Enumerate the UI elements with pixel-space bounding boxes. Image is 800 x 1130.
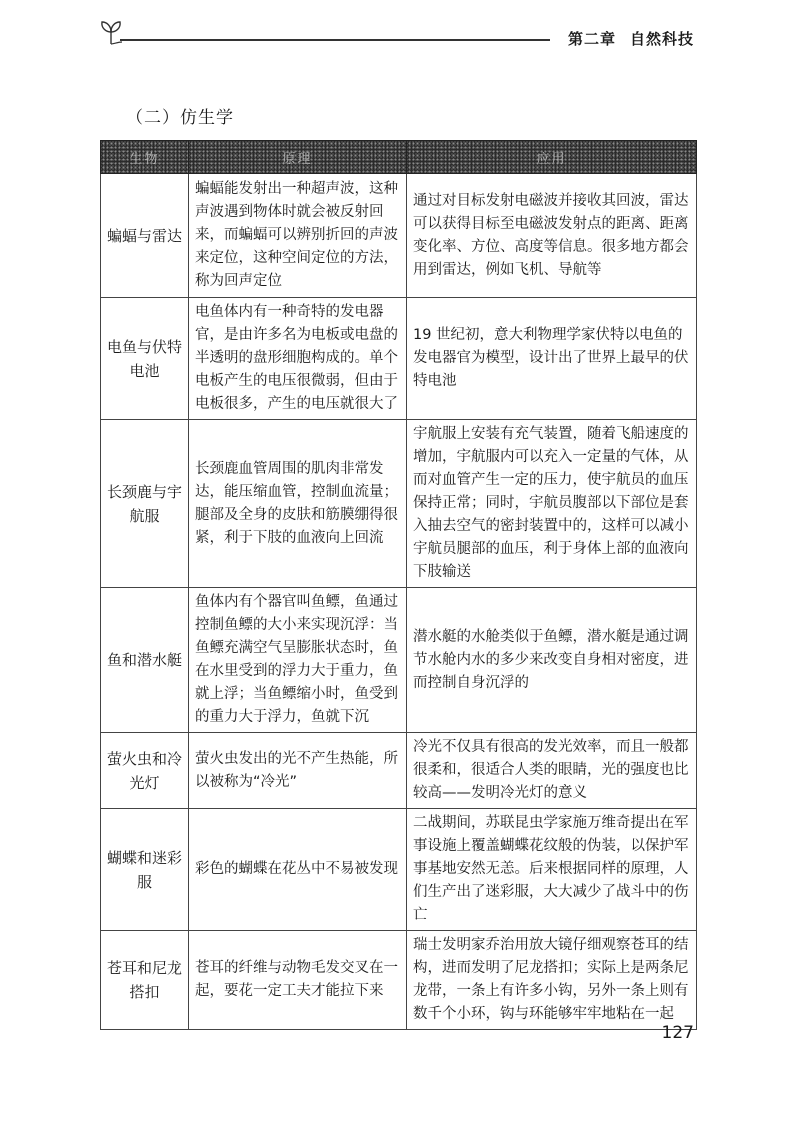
header-cell-organism: 生物 — [101, 141, 189, 174]
row-application: 冷光不仅具有很高的发光效率，而且一般都很柔和，很适合人类的眼睛，光的强度也比较高——发明冷光灯的意义 — [407, 733, 697, 809]
chapter-number: 第二章 — [567, 30, 616, 48]
table-row — [101, 174, 697, 298]
row-name: 苍耳和尼龙搭扣 — [101, 931, 189, 1030]
row-principle: 长颈鹿血管周围的肌肉非常发达，能压缩血管，控制血流量；腿部及全身的皮肤和筋膜绷得很紧，利于下肢的血液向上回流 — [189, 420, 407, 588]
page-header — [96, 18, 700, 48]
header-cell-principle: 原理 — [189, 141, 407, 174]
row-application: 瑞士发明家乔治用放大镜仔细观察苍耳的结构，进而发明了尼龙搭扣；实际上是两条尼龙带，一条上有许多小钩，另外一条上则有数千个小环，钩与环能够牢牢地粘在一起 — [407, 931, 697, 1030]
row-name: 蝴蝶和迷彩服 — [101, 809, 189, 931]
row-application: 潜水艇的水舱类似于鱼鳔，潜水艇是通过调节水舱内水的多少来改变自身相对密度，进而控制自身沉浮的 — [407, 588, 697, 733]
row-application: 二战期间，苏联昆虫学家施万维奇提出在军事设施上覆盖蝴蝶花纹般的伪装，以保护军事基地安然无恙。后来根据同样的原理，人们生产出了迷彩服，大大减少了战斗中的伤亡 — [407, 809, 697, 931]
row-principle: 鱼体内有个器官叫鱼鳔，鱼通过控制鱼鳔的大小来实现沉浮：当鱼鳔充满空气呈膨胀状态时，鱼在水里受到的浮力大于重力，鱼就上浮；当鱼鳔缩小时，鱼受到的重力大于浮力，鱼就下沉 — [189, 588, 407, 733]
table-header-row — [101, 141, 697, 174]
row-principle: 彩色的蝴蝶在花丛中不易被发现 — [189, 809, 407, 931]
row-principle: 苍耳的纤维与动物毛发交叉在一起，要花一定工夫才能拉下来 — [189, 931, 407, 1030]
row-name: 鱼和潜水艇 — [101, 588, 189, 733]
bionics-table — [100, 140, 696, 1030]
row-application: 通过对目标发射电磁波并接收其回波，雷达可以获得目标至电磁波发射点的距离、距离变化率、方位、高度等信息。很多地方都会用到雷达，例如飞机、导航等 — [407, 174, 697, 298]
table-row — [101, 298, 697, 420]
table-row — [101, 733, 697, 809]
section-title: （二）仿生学 — [126, 108, 234, 128]
row-principle: 蝙蝠能发射出一种超声波，这种声波遇到物体时就会被反射回来，而蝙蝠可以辨别折回的声波来定位，这种空间定位的方法，称为回声定位 — [189, 174, 407, 298]
table-row — [101, 588, 697, 733]
chapter-heading — [554, 28, 694, 49]
page-number: 127 — [661, 1023, 694, 1043]
header-cell-application: 应用 — [407, 141, 697, 174]
sprout-icon — [96, 18, 126, 48]
header-rule — [120, 39, 550, 41]
row-name: 长颈鹿与宇航服 — [101, 420, 189, 588]
table-row — [101, 931, 697, 1030]
row-principle: 萤火虫发出的光不产生热能，所以被称为“冷光” — [189, 733, 407, 809]
table-row — [101, 420, 697, 588]
row-application: 19 世纪初，意大利物理学家伏特以电鱼的发电器官为模型，设计出了世界上最早的伏特电池 — [407, 298, 697, 420]
row-principle: 电鱼体内有一种奇特的发电器官，是由许多名为电板或电盘的半透明的盘形细胞构成的。单个电板产生的电压很微弱，但由于电板很多，产生的电压就很大了 — [189, 298, 407, 420]
row-name: 萤火虫和冷光灯 — [101, 733, 189, 809]
row-name: 蝙蝠与雷达 — [101, 174, 189, 298]
chapter-title: 自然科技 — [629, 30, 694, 48]
row-application: 宇航服上安装有充气装置，随着飞船速度的增加，宇航服内可以充入一定量的气体，从而对血管产生一定的压力，使宇航员的血压保持正常；同时，宇航员腹部以下部位是套入抽去空气的密封装置中的，这样可以减小宇航员腿部的血压，利于身体上部的血液向下肢输送 — [407, 420, 697, 588]
row-name: 电鱼与伏特电池 — [101, 298, 189, 420]
table-row — [101, 809, 697, 931]
